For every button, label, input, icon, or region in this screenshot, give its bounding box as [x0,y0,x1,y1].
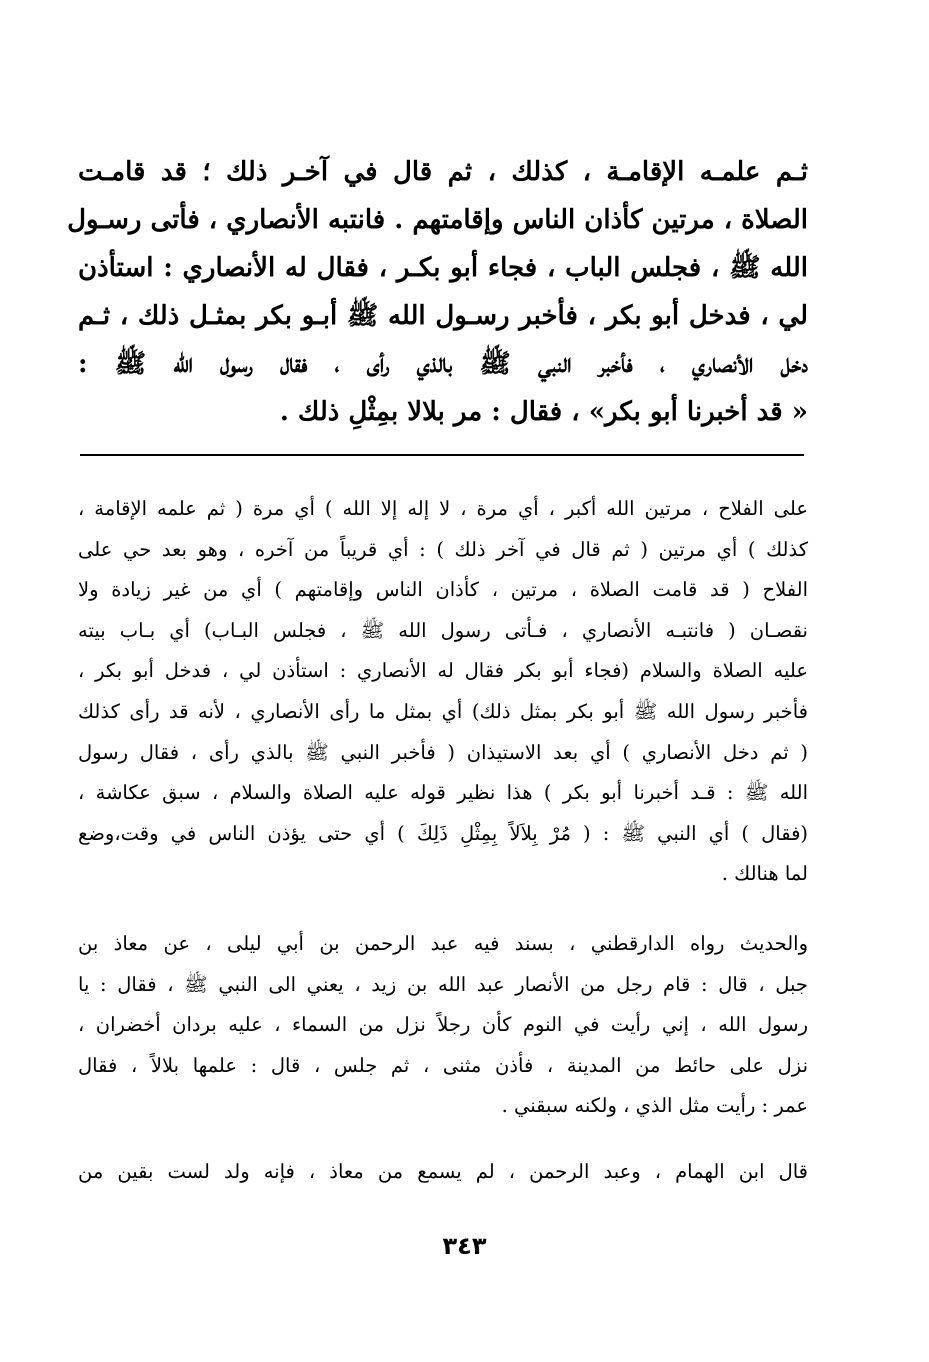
footnote-line: ( ثم دخل الأنصاري ) أي بعد الاستيذان ( فأخبر النبي ﷺ بالذي رأى ، فقال رسول [78,740,808,764]
main-text-line: دخل الأنصاري ، فأخبر النبي ﷺ بالذي رأى ، فقال رسول الله ﷺ : [78,349,808,379]
footnote-line: على الفلاح ، مرتين الله أكبر ، أي مرة ، لا إله إلا الله ) أي مرة ( ثم علمه الإقامة ، [78,497,808,520]
footnote-line: رسول الله ، إني رأيت في النوم كأن رجلاً نزل من السماء ، عليه بردان أخضران ، [78,1013,808,1037]
footnote-line: الله ﷺ : قـد أخبرنا أبو بكر ) هذا نظير قوله عليه الصلاة والسلام ، سبق عكاشة ، [78,781,808,805]
main-text [67,148,808,436]
footnote-line: قال ابن الهمام ، وعبد الرحمن ، لم يسمع من معاذ ، فإنه ولد لست بقين من [78,1160,808,1183]
footnote-line: الفلاح ( قد قامت الصلاة ، مرتين ، كأذان الناس وإقامتهم ) أي من غير زيادة ولا [78,578,808,602]
footnote-line: نقصـان ( فانتبـه الأنصاري ، فـأتى رسول الله ﷺ ، فجلس البـاب) أي بـاب بيته [78,618,808,642]
footnote-ibn-al-humam [78,1152,808,1193]
footnote-commentary [78,489,808,895]
main-text-line: الصلاة ، مرتين كأذان الناس وإقامتهم . فانتبه الأنصاري ، فأتى رسـول [67,205,808,235]
footnote-hadith-source [78,924,808,1127]
footnote-line: جبل ، قال : قام رجل من الأنصار عبد الله بن زيد ، يعني الى النبي ﷺ ، فقال : يا [78,972,808,996]
footnote-line: عليه الصلاة والسلام (فجاء أبو بكر فقال له الأنصاري : استأذن لي ، فدخل أبو بكر ، [78,659,808,683]
footnote-line: كذلك ) أي مرتين ( ثم قال في آخر ذلك ) : أي قريباً من آخره ، وهو بعد حي على [78,537,808,561]
main-text-line: « قد أخبرنا أبو بكر» ، فقال : مر بلالا بمِثْلِ ذلك . [279,397,808,427]
main-text-line: الله ﷺ ، فجلس الباب ، فجاء أبو بكـر ، فقال له الأنصاري : استأذن [78,253,808,283]
footnote-divider [80,454,804,456]
footnote-line: نزل على حائط من المدينة ، فأذن مثنى ، ثم جلس ، قال : علمها بلالاً ، فقال [78,1053,808,1077]
main-text-line: لي ، فدخل أبو بكر ، فأخبر رسـول الله ﷺ أبـو بكر بمثـل ذلك ، ثـم [78,301,808,331]
footnote-line: عمر : رأيت مثل الذي ، ولكنه سبقني . [501,1094,808,1118]
footnote-line: (فقال ) أي النبي ﷺ : ( مُرْ بِلاَلاً بِمِثْلِ ذَلِكَ ) أي حتى يؤذن الناس في وقت،وضع [78,821,808,845]
page-number: ٣٤٣ [442,1232,487,1260]
footnote-line: فأخبر رسول الله ﷺ أبو بكر بمثل ذلك) أي بمثل ما رأى الأنصاري ، لأنه قد رأى كذلك [78,699,808,723]
footnote-line: والحديث رواه الدارقطني ، بسند فيه عبد الرحمن بن أبي ليلى ، عن معاذ بن [78,932,808,955]
main-text-line: ثـم علمـه الإقامـة ، كذلك ، ثم قال في آخـر ذلك ؛ قد قامـت [78,157,808,187]
footnote-line: لما هنالك . [721,862,808,886]
